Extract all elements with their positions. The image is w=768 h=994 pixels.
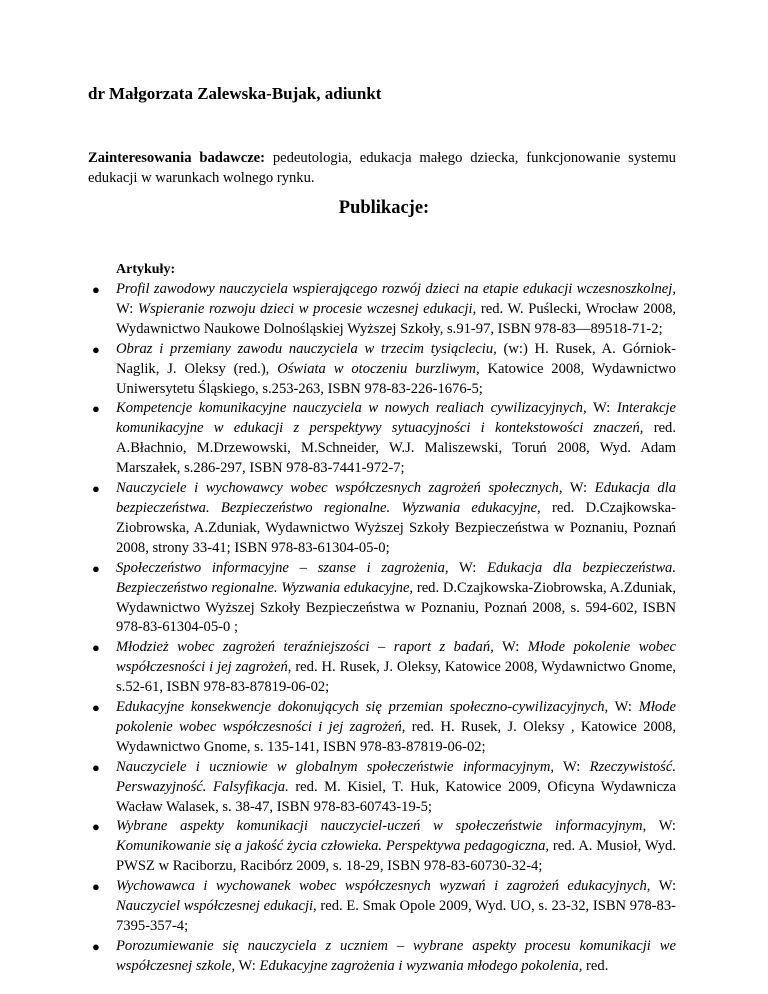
article-item (92, 758, 677, 818)
article-italic-segment: Porozumiewanie się nauczyciela z uczniem – wybrane aspekty procesu komunikacji we współczesnej szkole, (116, 937, 676, 974)
article-text-segment: red. E. Smak Opole 2009, Wyd. UO, s. 23-32, ISBN 978-83-7395-357-4; (116, 898, 676, 934)
research-interests (88, 148, 676, 188)
article-item (92, 638, 677, 698)
article-text-segment: (w:) H. Rusek, A. Górniok-Naglik, J. Oleksy (red.), (116, 340, 676, 377)
article-italic-segment: Edukacja dla bezpieczeństwa. Bezpieczeństwo regionalne. Wyzwania edukacyjne, (116, 480, 676, 516)
article-italic-segment: Edukacyjne zagrożenia i wyzwania młodego pokolenia, (259, 957, 583, 974)
article-italic-segment: Nauczyciel współczesnej edukacji, (116, 898, 317, 915)
article-item (92, 877, 677, 937)
bullet-icon: ● (92, 879, 100, 895)
author-heading: dr Małgorzata Zalewska-Bujak, adiunkt (88, 84, 382, 103)
research-interests-label: Zainteresowania badawcze: (88, 150, 266, 166)
bullet-icon: ● (92, 282, 100, 297)
article-text-segment: red. A. Musioł, Wyd. PWSZ w Raciborzu, Racibórz 2009, s. 18-29, ISBN 978-83-60730-32-4; (116, 838, 676, 875)
article-italic-segment: Nauczyciele i uczniowie w globalnym społeczeństwie informacyjnym, (116, 758, 555, 775)
research-interests-text: pedeutologia, edukacja małego dziecka, funkcjonowanie systemu edukacji w warunkach wolnego rynku. (88, 150, 676, 186)
bullet-icon: ● (92, 401, 100, 417)
article-italic-segment: Kompetencje komunikacyjne nauczyciela w nowych realiach cywilizacyjnych, (116, 400, 587, 417)
bullet-icon: ● (92, 700, 100, 716)
article-text-segment: red. M. Kisiel, T. Huk, Katowice 2009, Oficyna Wydawnicza Wacław Walasek, s. 38-47, ISBN 978-83-60743-19-5; (116, 778, 677, 815)
bullet-icon: ● (92, 819, 100, 835)
article-italic-segment: Rzeczywistość. Perswazyjność. Falsyfikacja. (116, 758, 676, 795)
article-text-segment: W: (116, 300, 138, 317)
article-text-segment: red. D.Czajkowska-Ziobrowska, A.Zduniak, Wydawnictwo Wyższej Szkoły Bezpieczeństwa w Poznaniu, Poznań 2008, strony 33-41; ISBN 978-83-61304-05-0; (116, 499, 676, 556)
article-text-segment: , W: (642, 818, 676, 835)
article-item (92, 559, 676, 639)
article-italic-segment: Oświata w otoczeniu burzliwym, (277, 360, 480, 377)
article-item (92, 817, 676, 877)
articles-list (92, 280, 677, 977)
article-text-segment: red. A.Błachnio, M.Drzewowski, M.Schneider, W.J. Maliszewski, Toruń 2008, Wyd. Adam Marszałek, s.286-297, ISBN 978-83-7441-972-7; (116, 420, 676, 477)
bullet-icon: ● (92, 560, 100, 576)
article-italic-segment: Wybrane aspekty komunikacji nauczyciel-uczeń w społeczeństwie informacyjnym (116, 818, 643, 835)
article-italic-segment: Nauczyciele i wychowawcy wobec współczesnych zagrożeń społecznych, (116, 480, 563, 497)
article-text-segment: , red. H. Rusek, J. Oleksy , Katowice 2008, Wydawnictwo Gnome, s. 135-141, ISBN 978-83-87819-06-02; (116, 718, 676, 755)
article-italic-segment: Młode pokolenie wobec współczesności i jej zagrożeń (116, 699, 676, 735)
bullet-icon: ● (92, 759, 100, 775)
article-text-segment: W: (650, 878, 677, 895)
article-text-segment: red. D.Czajkowska-Ziobrowska, A.Zduniak, Wydawnictwo Wyższej Szkoły Bezpieczeństwa w Poznaniu, Poznań 2008, s. 594-602, ISBN 978-83-61304-05-0 ; (116, 579, 676, 636)
article-text-segment: Katowice 2008, Wydawnictwo Uniwersytetu Śląskiego, s.253-263, ISBN 978-83-226-1676-5; (116, 360, 676, 397)
article-text-segment: , red. H. Rusek, J. Oleksy, Katowice 2008, Wydawnictwo Gnome, s.52-61, ISBN 978-83-87819-06-02; (116, 659, 676, 696)
article-item (92, 937, 676, 977)
article-item (92, 280, 677, 340)
article-text-segment: W: (448, 559, 488, 576)
article-italic-segment: Wspieranie rozwoju dzieci w procesie wczesnej edukacji (137, 300, 473, 317)
article-italic-segment: Wychowawca i wychowanek wobec współczesnych wyzwań i zagrożeń edukacyjnych, (116, 878, 651, 895)
publications-heading: Publikacje: (338, 198, 430, 218)
bullet-icon: ● (92, 938, 100, 954)
article-italic-segment: Edukacja dla bezpieczeństwa. Bezpieczeństwo regionalne. Wyzwania edukacyjne, (116, 559, 676, 596)
article-italic-segment: Młode pokolenie wobec współczesności i jej zagrożeń (116, 639, 677, 676)
bullet-icon: ● (92, 341, 100, 357)
article-italic-segment: Profil zawodowy nauczyciela wspierającego rozwój dzieci na etapie edukacji wczesnoszkolnej, (116, 281, 676, 297)
articles-label: Artykuły: (116, 262, 176, 277)
article-text-segment: W: (493, 639, 528, 656)
bullet-icon: ● (92, 481, 100, 497)
bullet-icon: ● (92, 640, 100, 656)
article-italic-segment: Komunikowanie się a jakość życia człowieka. Perspektywa pedagogiczna, (116, 838, 550, 855)
article-italic-segment: Młodzież wobec zagrożeń teraźniejszości – raport z badań, (116, 639, 494, 656)
article-text-segment: W: (562, 480, 595, 497)
article-text-segment: W: (235, 957, 260, 974)
article-italic-segment: Interakcje komunikacyjne w edukacji z perspektywy sytuacyjności i kontekstowości znaczeń, (116, 400, 676, 437)
article-italic-segment: Społeczeństwo informacyjne – szanse i zagrożenia, (116, 559, 449, 576)
article-text-segment: red. (582, 957, 609, 974)
article-text-segment: , red. W. Puślecki, Wrocław 2008, Wydawnictwo Naukowe Dolnośląskiej Wyższej Szkoły, s.91-97, ISBN 978-83—89518-71-2; (116, 300, 677, 337)
article-text-segment: W: (554, 758, 590, 775)
article-text-segment: W: (608, 699, 639, 716)
article-item (92, 479, 676, 559)
article-item (92, 399, 676, 479)
article-item (92, 340, 676, 400)
article-italic-segment: Edukacyjne konsekwencje dokonujących się przemian społeczno-cywilizacyjnych, (116, 699, 609, 716)
article-italic-segment: Obraz i przemiany zawodu nauczyciela w trzecim tysiącleciu, (116, 340, 497, 357)
article-item (92, 698, 676, 758)
article-text-segment: W: (586, 400, 617, 417)
